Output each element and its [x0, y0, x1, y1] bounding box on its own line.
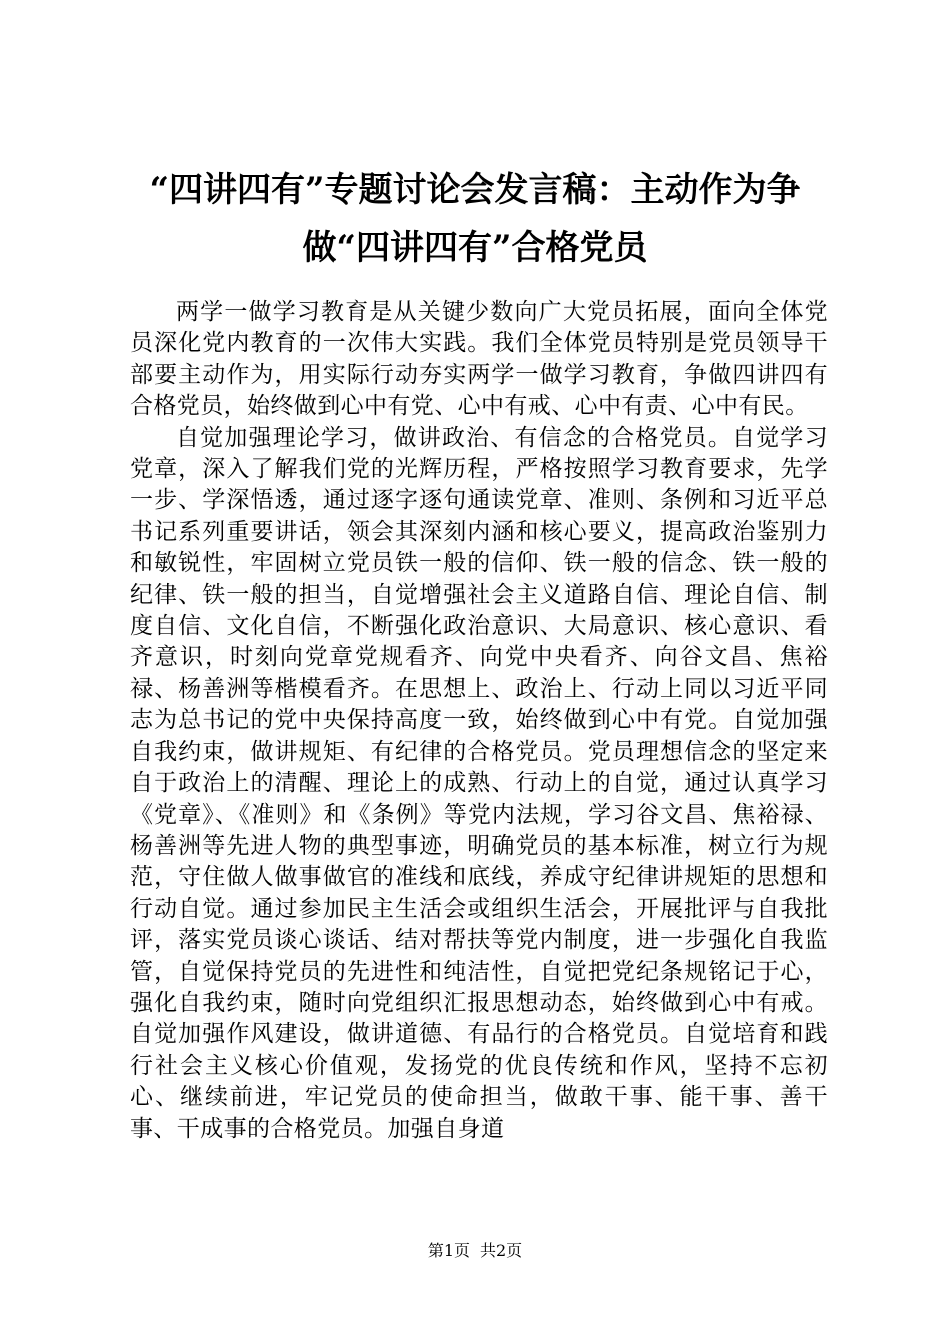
paragraph-2: 自觉加强理论学习，做讲政治、有信念的合格党员。自觉学习党章，深入了解我们党的光辉历程，严格按照学习教育要求，先学一步、学深悟透，通过逐字逐句通读党章、准则、条例和习近平总书记系列重要讲话，领会其深刻内涵和核心要义，提高政治鉴别力和敏锐性，牢固树立党员铁一般的信仰、铁一般的信念、铁一般的纪律、铁一般的担当，自觉增强社会主义道路自信、理论自信、制度自信、文化自信，不断强化政治意识、大局意识、核心意识、看齐意识，时刻向党章党规看齐、向党中央看齐、向谷文昌、焦裕禄、杨善洲等楷模看齐。在思想上、政治上、行动上同以习近平同志为总书记的党中央保持高度一致，始终做到心中有党。自觉加强自我约束，做讲规矩、有纪律的合格党员。党员理想信念的坚定来自于政治上的清醒、理论上的成熟、行动上的自觉，通过认真学习《党章》、《准则》和《条例》等党内法规，学习谷文昌、焦裕禄、杨善洲等先进人物的典型事迹，明确党员的基本标准，树立行为规范，守住做人做事做官的准线和底线，养成守纪律讲规矩的思想和行动自觉。通过参加民主生活会或组织生活会，开展批评与自我批评，落实党员谈心谈话、结对帮扶等党内制度，进一步强化自我监管，自觉保持党员的先进性和纯洁性，自觉把党纪条规铭记于心，强化自我约束，随时向党组织汇报思想动态，始终做到心中有戒。自觉加强作风建设，做讲道德、有品行的合格党员。自觉培育和践行社会主义核心价值观，发扬党的优良传统和作风，坚持不忘初心、继续前进，牢记党员的使命担当，做敢干事、能干事、善干事、干成事的合格党员。加强自身道 — [130, 424, 828, 1142]
document-title-line-1: “四讲四有”专题讨论会发言稿：主动作为争 — [149, 170, 801, 210]
document-body — [130, 297, 828, 1145]
page-number-total: 共2页 — [480, 1241, 523, 1260]
paragraph-1: 两学一做学习教育是从关键少数向广大党员拓展，面向全体党员深化党内教育的一次伟大实践。我们全体党员特别是党员领导干部要主动作为，用实际行动夯实两学一做学习教育，争做四讲四有合格党员，始终做到心中有党、心中有戒、心中有责、心中有民。 — [130, 299, 828, 420]
page-number-current: 第1页 — [427, 1241, 470, 1260]
document-title — [120, 161, 830, 277]
document-title-line-2: 做“四讲四有”合格党员 — [302, 228, 648, 268]
page-footer — [0, 1241, 950, 1261]
